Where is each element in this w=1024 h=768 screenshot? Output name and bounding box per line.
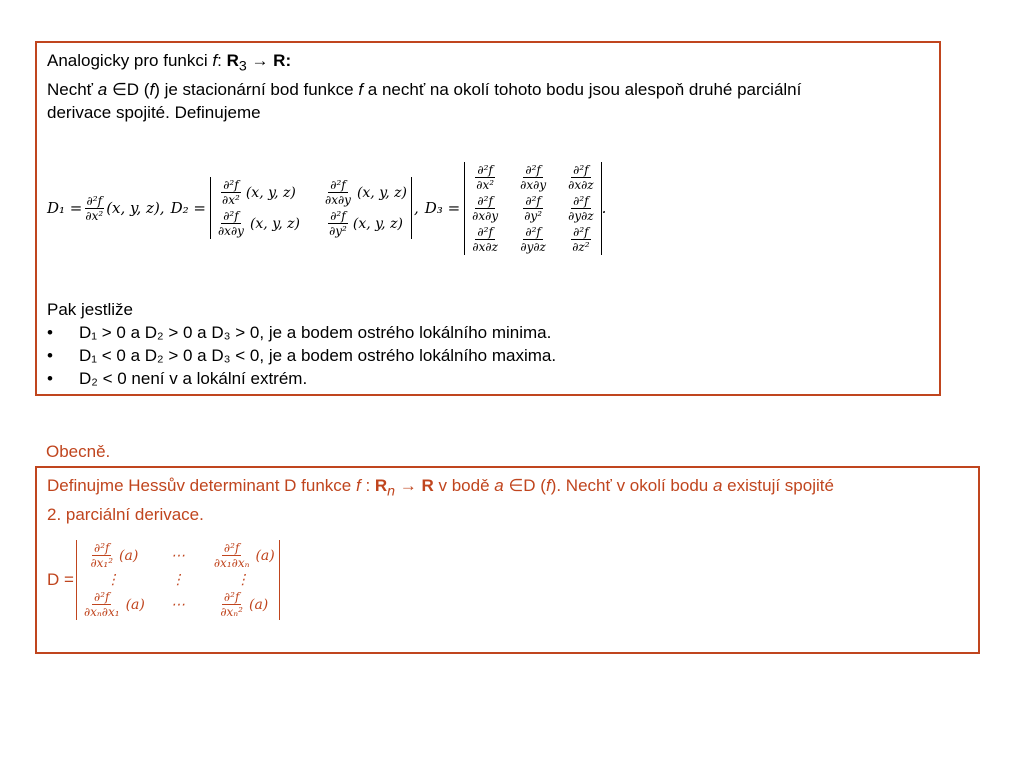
matrix-entry: $\frac{\text{∂²f}}{\partial x\partial z}$ bbox=[568, 162, 594, 192]
d2-label: D₂ = bbox=[170, 199, 206, 217]
hessian-definition-box bbox=[35, 466, 980, 654]
matrix-entry: ⋮ bbox=[105, 572, 120, 589]
d1-label: D₁ = bbox=[47, 199, 83, 217]
matrix-entry: ⋯ bbox=[170, 596, 185, 613]
determinant-formulas: D₁ = $\frac{\text{∂²f}}{\text{∂x²}}$ (x, y, z), D₂ = $\frac{\text{∂²f}}{\text{∂x²}}$ (x, y, z) $\frac{\text{∂²f}}{\partial x\partial y}$ (x, y, z) $\frac{\text{∂²f}}{\partial x\partial y}$ (x, y, z) $\frac{\text{∂²f}}{\text{∂y²}}$ (x, y, z) , D₃ = $\frac{\text{∂²f}}{\text{∂x²}}$ $\frac{\text{∂²f}}{\partial x\partial y}$ $\frac{\text{∂²f}}{\partial x\partial z}$ $\frac{\text{∂²f}}{\partial x\partial y}$ $\frac{\text{∂²f}}{\text{∂y²}}$ $\frac{\text{∂²f}}{\partial y\partial z}$ $\frac{\text{∂²f}}{\partial x\partial z}$ $\frac{\text{∂²f}}{\partial y\partial z}$ $\frac{\text{∂²f}}{\text{∂z²}}$ . bbox=[47, 162, 607, 254]
matrix-entry: $\frac{\text{∂²f}}{\text{∂x²}}$ (x, y, z) bbox=[222, 178, 296, 207]
conditions-list bbox=[47, 298, 556, 390]
condition-line: Nechť a ∈D (f) je stacionární bod funkce f a nechť na okolí tohoto bodu jsou alespoň druhé parciální bbox=[47, 80, 802, 100]
matrix-entry: ⋮ bbox=[170, 572, 185, 589]
list-item: • D₂ < 0 není v a lokální extrém. bbox=[47, 369, 308, 388]
pak-line: Pak jestliže bbox=[47, 300, 133, 319]
hessian-condition-line: 2. parciální derivace. bbox=[47, 505, 204, 525]
matrix-entry: $\frac{\text{∂²f}}{\partial x\partial y}$ (x, y, z) bbox=[217, 209, 300, 238]
matrix-entry: $\frac{\text{∂²f}}{\partial x\partial y}$ bbox=[520, 162, 547, 192]
matrix-entry: $\frac{\text{∂²f}}{\text{∂z²}}$ bbox=[572, 224, 590, 254]
matrix-entry: $\frac{\text{∂²f}}{\text{∂xₙ²}}$ (a) bbox=[220, 590, 269, 620]
hessian-formula bbox=[47, 540, 968, 620]
matrix-entry: $\frac{\text{∂²f}}{\partial x\partial z}$ bbox=[472, 224, 498, 254]
matrix-entry: ⋮ bbox=[235, 572, 250, 589]
matrix-entry: $\frac{\text{∂²f}}{\partial x\partial y}$ (x, y, z) bbox=[324, 178, 407, 207]
matrix-entry: $\frac{\text{∂²f}}{\text{∂x₁²}}$ (a) bbox=[90, 541, 139, 571]
d2-determinant bbox=[210, 177, 412, 239]
d3-determinant bbox=[464, 162, 601, 255]
matrix-entry: $\frac{\text{∂²f}}{\partial y\partial z}$ bbox=[568, 193, 594, 223]
intro-line: Analogicky pro funkci f: $R_3 \to R$: bbox=[47, 51, 292, 75]
matrix-entry: $\frac{\text{∂²f}}{\partial y\partial z}$ bbox=[520, 224, 546, 254]
matrix-entry: $\frac{\text{∂²f}}{\text{∂y²}}$ bbox=[524, 193, 543, 223]
matrix-entry: $\frac{\text{∂²f}}{\text{∂y²}}$ (x, y, z) bbox=[329, 209, 403, 238]
definition-box-3d bbox=[35, 41, 941, 396]
matrix-entry: $\frac{\text{∂²f}}{\text{∂xₙ∂x₁}}$ (a) bbox=[83, 590, 145, 620]
list-item: • D₁ > 0 a D₂ > 0 a D₃ > 0, je a bodem ostrého lokálního minima. bbox=[47, 323, 552, 342]
d3-label: D₃ = bbox=[424, 199, 461, 217]
hessian-determinant bbox=[76, 540, 280, 620]
hessian-intro-line: Definujme Hessův determinant D funkce f : $R_n \to R$ v bodě a ∈D (f). Nechť v okolí bodu a existují spojité bbox=[47, 476, 834, 500]
matrix-entry: $\frac{\text{∂²f}}{\text{∂x²}}$ bbox=[476, 162, 495, 192]
matrix-entry: ⋯ bbox=[170, 547, 185, 564]
definition-line: derivace spojité. Definujeme bbox=[47, 103, 261, 123]
matrix-entry: $\frac{\text{∂²f}}{\text{∂x₁∂xₙ}}$ (a) bbox=[213, 541, 275, 571]
section-heading: Obecně. bbox=[46, 442, 111, 461]
list-item: • D₁ < 0 a D₂ > 0 a D₃ < 0, je a bodem ostrého lokálního maxima. bbox=[47, 346, 557, 365]
matrix-entry: $\frac{\text{∂²f}}{\partial x\partial y}$ bbox=[472, 193, 499, 223]
hessian-label: D = bbox=[47, 570, 74, 590]
d1-fraction: $\frac{\text{∂²f}}{\text{∂x²}}$ bbox=[85, 193, 104, 223]
